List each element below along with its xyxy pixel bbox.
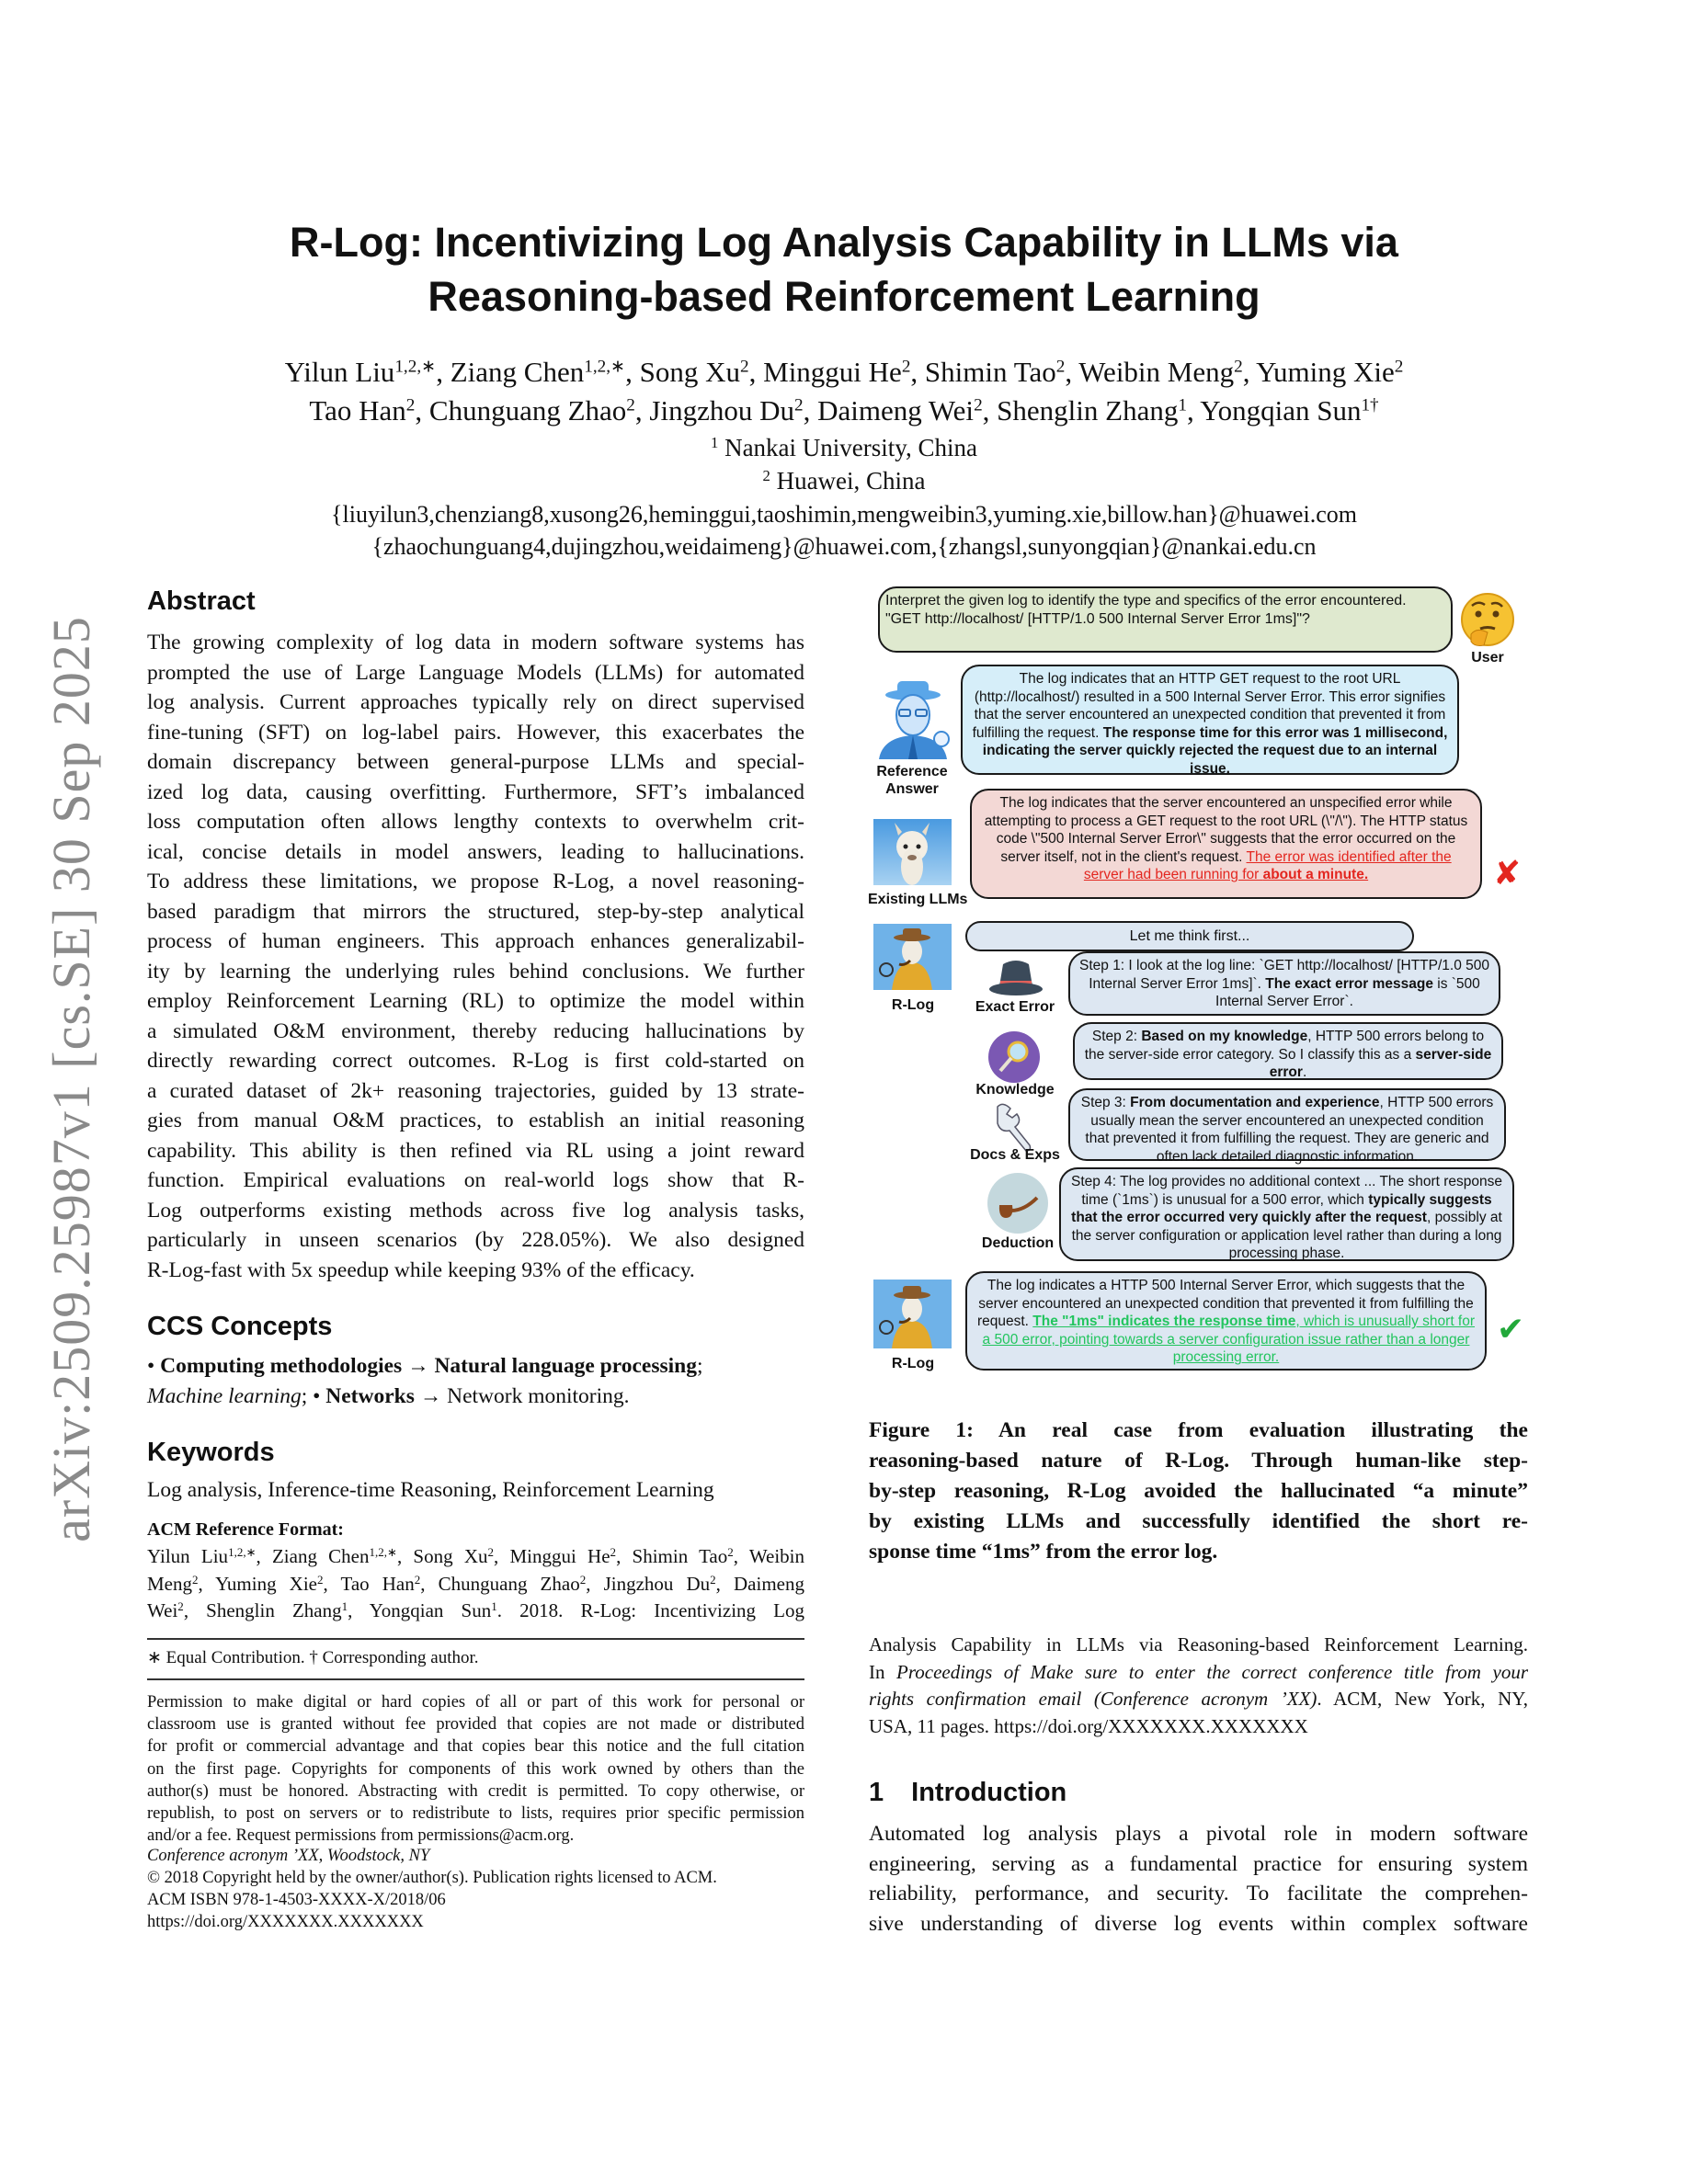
text-segment: 2	[317, 1572, 324, 1587]
conference-name: Conference acronym ’XX, Woodstock, NY	[147, 1847, 430, 1865]
text-segment: , Chunguang Zhao	[420, 1572, 580, 1595]
text-segment: typically suggests that the error occurred very quickly after the request	[1071, 1191, 1492, 1226]
text-line	[147, 897, 804, 927]
text-segment: . ACM, New York, NY,	[1317, 1688, 1528, 1710]
section-title: Introduction	[911, 1778, 1067, 1807]
text-segment: Yilun Liu	[147, 1545, 229, 1567]
text-segment: process of human engineers. This approach enhances generalizabil-	[147, 929, 804, 953]
text-line	[869, 1446, 1528, 1476]
text-segment: Interpret the given log to identify the type and specifics of the error encountered. "GET http://localhost/ [HTTP/1.0 500 Internal Server Error 1ms]"?	[885, 593, 1407, 627]
text-segment: Based on my knowledge	[1141, 1029, 1308, 1044]
affiliation-2	[0, 467, 1688, 495]
text-line	[869, 1909, 1528, 1939]
permission-text	[147, 1691, 804, 1847]
text-segment: , Ziang Chen	[256, 1545, 370, 1567]
text-segment: Meng	[147, 1572, 192, 1595]
text-segment: → Network monitoring.	[414, 1383, 630, 1408]
text-line	[147, 1017, 804, 1047]
text-line	[147, 1256, 804, 1286]
text-segment: ized log data, causing overfitting. Furthermore, SFT’s imbalanced	[147, 779, 804, 804]
ccs-concepts	[147, 1351, 804, 1411]
text-segment: Huawei, China	[770, 467, 926, 495]
text-segment: , Yongqian Sun	[348, 1599, 492, 1621]
text-segment: ;	[696, 1354, 703, 1378]
arxiv-stamp: arXiv:2509.25987v1 [cs.SE] 30 Sep 2025	[41, 616, 101, 1542]
exact-error-label: Exact Error	[975, 999, 1055, 1015]
text-segment: 1	[341, 1598, 348, 1613]
text-line	[147, 1166, 804, 1196]
step-2-bubble	[1073, 1022, 1503, 1080]
text-segment: 1†	[1361, 395, 1379, 415]
text-segment: 2	[177, 1598, 184, 1613]
reference-answer-label: Reference Answer	[876, 764, 948, 797]
text-segment: engineering, serving as a fundamental practice for ensuring system	[869, 1851, 1528, 1876]
text-segment: Machine learning	[147, 1383, 302, 1408]
text-segment: , HTTP 500 errors belong to the server-side error category. So I classify this as a	[1084, 1029, 1485, 1063]
text-segment: Figure 1: An real case from evaluation illustrating the	[869, 1418, 1528, 1442]
text-line	[147, 1136, 804, 1166]
text-segment: prompted the use of Large Language Models (LLMs) for automated	[147, 660, 804, 685]
text-segment: by-step reasoning, R-Log avoided the hallucinated “a minute”	[869, 1479, 1528, 1503]
text-segment: , Daimeng	[715, 1572, 804, 1595]
text-line	[147, 1691, 804, 1713]
authors-line-1	[0, 356, 1688, 389]
text-segment: classroom use is granted without fee provided that copies are not made or distributed	[147, 1715, 804, 1735]
text-segment: Tao Han	[309, 394, 406, 427]
text-line	[869, 1713, 1528, 1741]
text-segment: , Yuming Xie	[1242, 356, 1395, 388]
existing-llms-label: Existing LLMs	[868, 892, 968, 907]
text-segment: , Ziang Chen	[436, 356, 585, 388]
docs-exps-label: Docs & Exps	[970, 1147, 1060, 1163]
existing-llm-answer-bubble	[970, 789, 1482, 899]
text-segment: Automated log analysis plays a pivotal role in modern software	[869, 1822, 1528, 1846]
rlog-label: R-Log	[891, 997, 935, 1013]
footnote-divider	[147, 1638, 804, 1640]
text-line	[147, 1106, 804, 1136]
rlog-final-label: R-Log	[891, 1356, 935, 1371]
text-segment: 1	[491, 1598, 497, 1613]
text-segment: Permission to make digital or hard copies of all or part of this work for personal or	[147, 1693, 804, 1712]
text-segment: The error was identified after the server had been running for	[1083, 848, 1452, 883]
text-segment: ical, concise details in model answers, leading to hallucinations.	[147, 839, 804, 864]
emails-line-2: {zhaochunguang4,dujingzhou,weidaimeng}@huawei.com,{zhangsl,sunyongqian}@nankai.edu.cn	[371, 533, 1317, 560]
text-line	[147, 807, 804, 837]
user-prompt-bubble	[878, 586, 1453, 653]
text-segment: Proceedings of Make sure to enter the correct conference title from your	[896, 1660, 1528, 1683]
permission-divider	[147, 1678, 804, 1680]
text-segment: 1,2,∗	[584, 357, 626, 377]
text-line	[869, 1507, 1528, 1537]
text-segment: Let me think first...	[1129, 928, 1250, 944]
text-segment: fine-tuning (SFT) on log-label pairs. However, this exacerbates the	[147, 720, 804, 745]
text-line	[147, 1571, 804, 1598]
text-segment: The "1ms" indicates the response time	[1032, 1314, 1296, 1330]
text-segment: Yilun Liu	[284, 356, 395, 388]
text-segment: domain discrepancy between general-purpose LLMs and special-	[147, 750, 804, 774]
text-segment: 2	[192, 1572, 199, 1587]
text-segment: , Yuming Xie	[198, 1572, 318, 1595]
text-line	[147, 1598, 804, 1625]
text-segment: 1	[1178, 395, 1187, 415]
text-line	[147, 1780, 804, 1803]
text-segment: , Minggui He	[494, 1545, 610, 1567]
text-line	[869, 1476, 1528, 1507]
rlog-avatar-icon	[873, 924, 952, 990]
text-segment: Step 4: The log provides no additional context ... The short response time (`1ms`) is unusual for a 500 error, which	[1070, 1174, 1503, 1208]
text-segment: reliability, performance, and security. To facilitate the comprehen-	[869, 1882, 1528, 1905]
text-line	[147, 986, 804, 1017]
reference-answer-bubble	[961, 665, 1459, 775]
text-segment: , Weibin	[733, 1545, 804, 1567]
abstract-heading: Abstract	[147, 586, 256, 616]
text-line	[147, 1803, 804, 1825]
text-segment: 2	[901, 357, 911, 377]
text-line	[147, 1351, 804, 1382]
text-segment: a curated dataset of 2k+ reasoning trajectories, guided by 13 strate-	[147, 1078, 804, 1103]
user-label: User	[1471, 650, 1504, 665]
text-segment: The log indicates that an HTTP GET request to the root URL (http://localhost/) resulted in a 500 Internal Server Error. This error signifies that the server encountered an unexpected condition that prevented it from fulfilling the request.	[972, 671, 1446, 741]
text-segment: 1,2,∗	[394, 357, 437, 377]
text-segment: 2	[1234, 357, 1243, 377]
text-segment: 2	[727, 1544, 734, 1559]
text-line	[147, 1196, 804, 1226]
text-segment: , Jingzhou Du	[586, 1572, 711, 1595]
abstract-text	[147, 628, 804, 1285]
text-segment: , Chunguang Zhao	[415, 394, 627, 427]
text-segment: Wei	[147, 1599, 178, 1621]
rlog-final-answer-bubble	[965, 1271, 1487, 1371]
knowledge-magnifier-icon	[987, 1031, 1042, 1083]
text-segment: •	[147, 1354, 161, 1378]
text-segment: a simulated O&M environment, thereby reducing hallucinations by	[147, 1018, 804, 1043]
text-segment: log analysis. Current approaches typically rely on direct supervised	[147, 690, 804, 714]
text-line	[147, 1382, 804, 1412]
text-segment: Step 3:	[1080, 1095, 1131, 1110]
introduction-heading	[869, 1778, 1066, 1808]
text-segment: Natural language processing	[434, 1354, 697, 1378]
doi-link[interactable]: https://doi.org/XXXXXXX.XXXXXXX	[147, 1913, 424, 1931]
text-segment: employ Reinforcement Learning (RL) to optimize the model within	[147, 989, 804, 1013]
step-3-bubble	[1068, 1088, 1506, 1165]
text-segment: 2	[793, 395, 804, 415]
text-segment: Computing methodologies	[160, 1354, 403, 1378]
deduction-label: Deduction	[981, 1235, 1055, 1251]
text-segment: , Yongqian Sun	[1186, 394, 1362, 427]
step-1-bubble	[1068, 951, 1500, 1016]
text-segment: Log outperforms existing methods across five log analysis tasks,	[147, 1198, 804, 1223]
text-segment: →	[402, 1354, 435, 1378]
text-segment: republish, to post on servers or to redistribute to lists, requires prior specific permission	[147, 1803, 804, 1823]
text-segment: gies from manual O&M practices, to establish an initial reasoning	[147, 1109, 804, 1132]
text-segment: The log indicates a HTTP 500 Internal Server Error, which suggests that the server encountered an unexpected condition that prevented it from fulfilling the request.	[976, 1278, 1474, 1330]
text-segment: , Shimin Tao	[910, 356, 1056, 388]
text-segment: R-Log-fast with 5x speedup while keeping 93% of the efficacy.	[147, 1257, 695, 1282]
text-segment: .	[1302, 1064, 1307, 1081]
text-line	[147, 837, 804, 868]
text-line	[869, 1632, 1528, 1659]
text-segment: function. Empirical evaluations on real-world logs show that R-	[147, 1168, 804, 1192]
text-segment: 2	[610, 1544, 617, 1559]
acm-reference-heading: ACM Reference Format:	[147, 1519, 344, 1540]
text-segment: Analysis Capability in LLMs via Reasoning-based Reinforcement Learning.	[869, 1633, 1528, 1655]
thinking-face-icon	[1458, 592, 1517, 651]
text-line	[147, 1046, 804, 1076]
ccs-heading: CCS Concepts	[147, 1312, 333, 1341]
text-segment: 2	[710, 1572, 716, 1587]
copyright-text: © 2018 Copyright held by the owner/author(s). Publication rights licensed to ACM.	[147, 1869, 717, 1887]
text-segment: and/or a fee. Request permissions from permissions@acm.org.	[147, 1826, 575, 1846]
text-line	[147, 867, 804, 897]
text-segment: , Daimeng Wei	[803, 394, 975, 427]
text-segment: In	[869, 1660, 897, 1683]
text-segment: 2	[626, 395, 635, 415]
text-line	[147, 1735, 804, 1757]
text-segment: , Song Xu	[396, 1545, 488, 1567]
step-4-bubble	[1059, 1167, 1514, 1261]
detective-hat-icon	[988, 959, 1044, 997]
text-segment: Networks	[325, 1383, 415, 1408]
paper-title-line-1: R-Log: Incentivizing Log Analysis Capability in LLMs via	[290, 219, 1398, 266]
text-segment: rights confirmation email (Conference acronym ’XX)	[869, 1688, 1317, 1710]
reference-answer-avatar-icon	[873, 678, 952, 759]
text-segment: based paradigm that mirrors the structured, step-by-step analytical	[147, 899, 804, 924]
text-segment: From documentation and experience	[1130, 1095, 1380, 1110]
emails-line-1: {liuyilun3,chenziang8,xusong26,heminggui,taoshimin,mengweibin3,yuming.xie,billow.han}@huawei.com	[331, 501, 1357, 528]
text-line	[147, 1543, 804, 1571]
wrench-icon	[990, 1101, 1034, 1153]
text-segment: 2	[762, 466, 770, 484]
text-segment: by existing LLMs and successfully identified the short re-	[869, 1509, 1528, 1533]
section-number: 1	[869, 1778, 884, 1807]
text-line	[147, 747, 804, 778]
text-line	[147, 628, 804, 658]
text-line	[147, 927, 804, 957]
footnote-text: ∗ Equal Contribution. † Corresponding author.	[147, 1648, 479, 1667]
text-line	[869, 1879, 1528, 1909]
introduction-text	[869, 1819, 1528, 1939]
text-line	[869, 1659, 1528, 1687]
text-line	[869, 1849, 1528, 1880]
text-line	[147, 658, 804, 688]
text-segment: on the first page. Copyrights for components of this work owned by others than the	[147, 1759, 804, 1779]
wrong-mark-icon: ✘	[1493, 855, 1522, 893]
text-segment: for profit or commercial advantage and that copies bear this notice and the full citation	[147, 1737, 804, 1757]
text-segment: 2	[487, 1544, 495, 1559]
rlog-avatar-final-icon	[873, 1280, 952, 1348]
text-line	[147, 688, 804, 718]
text-segment: , Shenglin Zhang	[982, 394, 1179, 427]
text-segment: 2	[1055, 357, 1066, 377]
text-segment: directly rewarding correct outcomes. R-Log is first cold-started on	[147, 1049, 804, 1073]
text-segment: , which is unusually short for a 500 error, pointing towards a server configuration issue rather than a longer processing error.	[982, 1314, 1476, 1366]
text-line	[869, 1537, 1528, 1567]
correct-check-icon: ✔	[1497, 1311, 1525, 1348]
text-line	[147, 778, 804, 808]
text-segment: The exact error message	[1265, 975, 1433, 992]
text-segment: Nankai University, China	[718, 434, 978, 461]
deduction-pipe-icon	[987, 1172, 1049, 1234]
keywords-text: Log analysis, Inference-time Reasoning, Reinforcement Learning	[147, 1478, 714, 1502]
text-segment: reasoning-based nature of R-Log. Through human-like step-	[869, 1449, 1528, 1473]
text-segment: , Jingzhou Du	[634, 394, 794, 427]
text-segment: ity by learning the underlying rules behind conclusions. We further	[147, 959, 804, 984]
text-segment: 2	[405, 395, 416, 415]
figure-caption	[869, 1416, 1528, 1567]
text-segment: 2	[414, 1572, 421, 1587]
acm-reference-continuation	[869, 1632, 1528, 1740]
text-segment: server-side error	[1269, 1046, 1492, 1081]
text-segment: The growing complexity of log data in modern software systems has	[147, 631, 804, 654]
text-segment: Step 1: I look at the log line: `GET http://localhost/ [HTTP/1.0 500 Internal Server Error 1ms]`.	[1079, 958, 1490, 992]
text-line	[869, 1416, 1528, 1446]
acm-reference-text	[147, 1543, 804, 1625]
text-segment: about a minute.	[1262, 867, 1369, 883]
text-line	[869, 1819, 1528, 1849]
text-segment: , Weibin Meng	[1065, 356, 1235, 388]
text-segment: 1	[710, 433, 719, 451]
text-segment: capability. This ability is then refined via RL using a joint reward	[147, 1138, 804, 1163]
text-line	[147, 1825, 804, 1847]
text-segment: 1,2,∗	[228, 1544, 257, 1559]
text-line	[147, 1225, 804, 1256]
text-segment: sive understanding of diverse log events within complex software	[869, 1911, 1528, 1936]
knowledge-label: Knowledge	[975, 1082, 1055, 1098]
text-segment: ; •	[301, 1383, 326, 1408]
keywords-heading: Keywords	[147, 1438, 275, 1467]
text-line	[147, 1713, 804, 1735]
text-segment: Step 2:	[1091, 1029, 1142, 1044]
text-segment: 2	[974, 395, 983, 415]
text-segment: 1,2,∗	[369, 1544, 397, 1559]
text-segment: The log indicates that the server encountered an unspecified error while attempting to process a GET request to the root URL (\"/\"). The HTTP status code \"500 Internal Server Error\" suggests that the error occurred on the server itself, not in the client's request.	[984, 795, 1468, 865]
paper-title-line-2: Reasoning-based Reinforcement Learning	[428, 273, 1260, 320]
text-segment: , Minggui He	[748, 356, 902, 388]
alpaca-avatar-icon	[873, 819, 952, 885]
text-line	[869, 1686, 1528, 1713]
text-line	[147, 1076, 804, 1107]
text-segment: , possibly at the server configuration or application level rather than during a long processing phase.	[1071, 1210, 1502, 1262]
text-line	[147, 957, 804, 987]
text-segment: sponse time “1ms” from the error log.	[869, 1540, 1218, 1564]
isbn-text: ACM ISBN 978-1-4503-XXXX-X/2018/06	[147, 1891, 446, 1909]
authors-line-2	[0, 394, 1688, 427]
text-segment: , Shenglin Zhang	[183, 1599, 342, 1621]
text-line	[147, 1758, 804, 1780]
text-segment: , HTTP 500 errors usually mean the server encountered an unexpected condition that prevented it from fulfilling the request. They are generic and often lack detailed diagnostic information.	[1085, 1095, 1494, 1165]
text-line	[147, 718, 804, 748]
think-bubble	[965, 921, 1414, 951]
text-segment: particularly in unseen scenarios (by 228.05%). We also designed	[147, 1228, 804, 1252]
text-segment: , Song Xu	[625, 356, 741, 388]
text-segment: To address these limitations, we propose R-Log, a novel reasoning-	[147, 870, 804, 893]
text-segment: , Tao Han	[323, 1572, 415, 1595]
text-segment: 2	[579, 1572, 587, 1587]
text-segment: 2	[740, 357, 749, 377]
text-segment: 2	[1394, 357, 1404, 377]
text-segment: loss computation often allows lengthy contexts to overwhelm crit-	[147, 810, 804, 834]
text-segment: , Shimin Tao	[616, 1545, 728, 1567]
text-segment: author(s) must be honored. Abstracting with credit is permitted. To copy otherwise, or	[147, 1781, 804, 1801]
text-segment: . 2018. R-Log: Incentivizing Log	[496, 1599, 804, 1621]
text-segment: USA, 11 pages. https://doi.org/XXXXXXX.XXXXXXX	[869, 1714, 1308, 1737]
text-segment: is `500 Internal Server Error`.	[1215, 975, 1480, 1010]
text-segment: The response time for this error was 1 millisecond, indicating the server quickly rejected the request due to an internal issue.	[982, 724, 1448, 777]
affiliation-1	[0, 434, 1688, 462]
